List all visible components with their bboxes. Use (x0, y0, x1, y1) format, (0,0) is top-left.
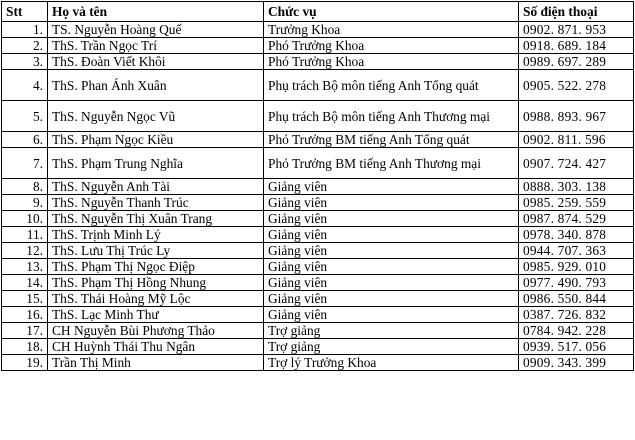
table-row (2, 22, 634, 38)
row-stt: 17. (2, 323, 48, 339)
row-name: ThS. Phạm Thị Hồng Nhung (48, 275, 264, 291)
row-stt: 19. (2, 355, 48, 371)
row-name: ThS. Nguyễn Thanh Trúc (48, 195, 264, 211)
table-row (2, 70, 634, 101)
row-role: Giảng viên (264, 227, 519, 243)
table-row (2, 339, 634, 355)
row-phone: 0978. 340. 878 (519, 227, 634, 243)
row-role: Giảng viên (264, 307, 519, 323)
row-phone: 0988. 893. 967 (519, 101, 634, 132)
row-role: Phó Trưởng BM tiếng Anh Tổng quát (264, 132, 519, 148)
row-stt: 7. (2, 148, 48, 179)
header-stt: Stt (2, 2, 48, 22)
row-stt: 10. (2, 211, 48, 227)
row-stt: 11. (2, 227, 48, 243)
row-phone: 0918. 689. 184 (519, 38, 634, 54)
row-name: ThS. Phạm Thị Ngọc Điệp (48, 259, 264, 275)
row-role: Giảng viên (264, 291, 519, 307)
row-stt: 18. (2, 339, 48, 355)
row-stt: 4. (2, 70, 48, 101)
row-phone: 0909. 343. 399 (519, 355, 634, 371)
row-role: Giảng viên (264, 195, 519, 211)
row-phone: 0907. 724. 427 (519, 148, 634, 179)
table-row (2, 275, 634, 291)
row-stt: 12. (2, 243, 48, 259)
row-stt: 6. (2, 132, 48, 148)
table-row (2, 101, 634, 132)
table-row (2, 148, 634, 179)
row-stt: 5. (2, 101, 48, 132)
row-role: Trưởng Khoa (264, 22, 519, 38)
row-name: ThS. Trần Ngọc Trí (48, 38, 264, 54)
row-name: ThS. Lưu Thị Trúc Ly (48, 243, 264, 259)
table-row (2, 195, 634, 211)
row-role: Phụ trách Bộ môn tiếng Anh Tổng quát (264, 70, 519, 101)
row-role: Phụ trách Bộ môn tiếng Anh Thương mại (264, 101, 519, 132)
row-name: ThS. Thái Hoàng Mỹ Lộc (48, 291, 264, 307)
table-row (2, 38, 634, 54)
row-role: Trợ lý Trưởng Khoa (264, 355, 519, 371)
row-stt: 15. (2, 291, 48, 307)
row-phone: 0989. 697. 289 (519, 54, 634, 70)
table-row (2, 307, 634, 323)
row-phone: 0985. 259. 559 (519, 195, 634, 211)
row-stt: 3. (2, 54, 48, 70)
table-row (2, 259, 634, 275)
row-role: Giảng viên (264, 275, 519, 291)
row-name: ThS. Trịnh Minh Lý (48, 227, 264, 243)
row-phone: 0902. 871. 953 (519, 22, 634, 38)
table-row (2, 291, 634, 307)
row-name: ThS. Phan Ánh Xuân (48, 70, 264, 101)
row-name: ThS. Phạm Trung Nghĩa (48, 148, 264, 179)
table-row (2, 132, 634, 148)
header-role: Chức vụ (264, 2, 519, 22)
row-name: CH Nguyễn Bùi Phương Thảo (48, 323, 264, 339)
header-name: Họ và tên (48, 2, 264, 22)
row-stt: 2. (2, 38, 48, 54)
row-role: Phó Trưởng Khoa (264, 38, 519, 54)
row-role: Giảng viên (264, 179, 519, 195)
row-role: Trợ giảng (264, 339, 519, 355)
table-row (2, 54, 634, 70)
row-stt: 1. (2, 22, 48, 38)
row-name: ThS. Đoàn Viết Khôi (48, 54, 264, 70)
row-role: Phó Trưởng BM tiếng Anh Thương mại (264, 148, 519, 179)
row-role: Giảng viên (264, 259, 519, 275)
row-phone: 0986. 550. 844 (519, 291, 634, 307)
table-row (2, 243, 634, 259)
table-row (2, 211, 634, 227)
row-phone: 0987. 874. 529 (519, 211, 634, 227)
row-name: CH Huỳnh Thái Thu Ngân (48, 339, 264, 355)
table-body (2, 22, 634, 371)
row-phone: 0944. 707. 363 (519, 243, 634, 259)
row-stt: 8. (2, 179, 48, 195)
row-stt: 9. (2, 195, 48, 211)
table-row (2, 227, 634, 243)
row-stt: 13. (2, 259, 48, 275)
table-row (2, 179, 634, 195)
header-phone: Số điện thoại (519, 2, 634, 22)
row-name: ThS. Nguyễn Anh Tài (48, 179, 264, 195)
table-row (2, 355, 634, 371)
row-phone: 0985. 929. 010 (519, 259, 634, 275)
row-stt: 14. (2, 275, 48, 291)
row-name: ThS. Lạc Minh Thư (48, 307, 264, 323)
row-phone: 0902. 811. 596 (519, 132, 634, 148)
row-name: ThS. Nguyễn Ngọc Vũ (48, 101, 264, 132)
row-role: Trợ giảng (264, 323, 519, 339)
row-role: Giảng viên (264, 211, 519, 227)
staff-directory-table (1, 1, 634, 371)
row-phone: 0905. 522. 278 (519, 70, 634, 101)
row-stt: 16. (2, 307, 48, 323)
row-phone: 0939. 517. 056 (519, 339, 634, 355)
row-phone: 0784. 942. 228 (519, 323, 634, 339)
row-phone: 0888. 303. 138 (519, 179, 634, 195)
row-phone: 0387. 726. 832 (519, 307, 634, 323)
row-name: TS. Nguyễn Hoàng Quế (48, 22, 264, 38)
row-phone: 0977. 490. 793 (519, 275, 634, 291)
row-name: Trần Thị Minh (48, 355, 264, 371)
table-header-row (2, 2, 634, 22)
row-name: ThS. Nguyễn Thị Xuân Trang (48, 211, 264, 227)
row-role: Giảng viên (264, 243, 519, 259)
row-name: ThS. Phạm Ngọc Kiều (48, 132, 264, 148)
table-row (2, 323, 634, 339)
row-role: Phó Trưởng Khoa (264, 54, 519, 70)
